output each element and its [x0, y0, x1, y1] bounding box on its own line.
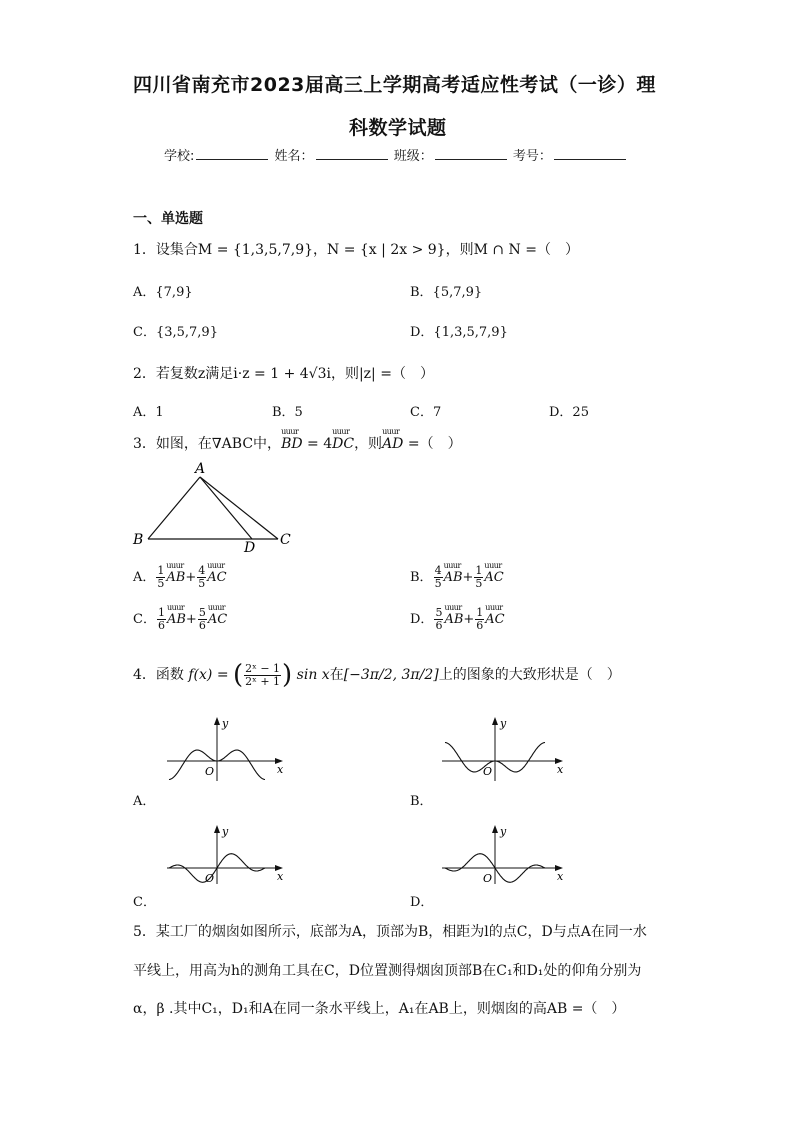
q3-d-vec-ac: uuur AC	[485, 612, 504, 627]
q3-b-vec-ac: uuur AC	[484, 570, 503, 585]
q3-b-coef1: $\frac{4}{5}$	[434, 564, 442, 590]
label-d: D	[244, 540, 256, 556]
y-axis-label: y	[500, 825, 507, 838]
question-5-line3: α，β .其中C₁，D₁和A在同一条水平线上，A₁在AB上，则烟囱的高AB =（ ）	[133, 1001, 626, 1017]
segment-ac	[200, 477, 278, 539]
q4-stem-prefix: 4．函数	[133, 667, 184, 683]
question-2-stem: 2．若复数z满足i·z = 1 + 4√3i，则|z| =（ ）	[133, 366, 434, 382]
section-heading: 一、单选题	[133, 211, 203, 227]
exam-no-label: 考号：	[512, 149, 552, 164]
q3-a-vec-ac: uuur AC	[207, 570, 226, 585]
x-axis-label: x	[557, 763, 564, 776]
name-blank	[316, 147, 388, 160]
q3-stem-then: ，则	[354, 436, 383, 452]
school-label: 学校:	[164, 149, 195, 164]
origin-label: O	[483, 765, 493, 778]
q4-graph-b	[440, 715, 565, 785]
segment-ab	[148, 477, 200, 539]
y-axis-arrow-icon	[492, 825, 498, 833]
q3-b-coef2: $\frac{1}{5}$	[475, 564, 483, 590]
name-label: 姓名：	[274, 149, 314, 164]
segment-ad	[200, 477, 252, 539]
q1-option-c: C．{3,5,7,9}	[133, 325, 218, 340]
question-3-stem	[133, 433, 462, 453]
q3-c-vec-ab: uuur AB	[167, 612, 186, 627]
question-5-line1: 5．某工厂的烟囱如图所示，底部为A，顶部为B，相距为l的点C，D与点A在同一水	[133, 924, 647, 940]
q3-a-vec-ab: uuur AB	[166, 570, 185, 585]
q1-option-b: B．{5,7,9}	[410, 285, 483, 300]
q4-graph-d	[440, 823, 565, 888]
q2-option-a: A．1	[133, 405, 164, 420]
q3-c-coef2: $\frac{5}{6}$	[198, 606, 206, 632]
q3-c-coef1: $\frac{1}{6}$	[157, 606, 165, 632]
q3-vector-dc: uuur DC	[332, 436, 354, 452]
q3-option-c: C． $\frac{1}{6}$ uuur AB+ $\frac{5}{6}$ uuur AC	[133, 607, 227, 632]
x-axis-label: x	[277, 763, 284, 776]
x-axis-label: x	[277, 870, 284, 883]
y-axis-label: y	[222, 825, 229, 838]
q3-option-a-letter: A．	[133, 570, 156, 585]
q3-stem-prefix: 3．如图，在∇ABC中，	[133, 436, 282, 452]
q3-vector-ad: uuur AD	[382, 436, 403, 452]
q3-d-coef2: $\frac{1}{6}$	[476, 606, 484, 632]
y-axis-arrow-icon	[214, 717, 220, 725]
question-4-stem: 4．函数 f(x) = ( $\frac{\text{2ˣ − 1}}{\text{2ˣ + 1}}$ ) sin x在[−3π/2, 3π/2]上的图象的大致形状是（ ）	[133, 660, 621, 690]
student-info-row	[164, 145, 628, 164]
q3-option-d: D． $\frac{5}{6}$ uuur AB+ $\frac{1}{6}$ uuur AC	[410, 607, 505, 632]
q4-option-c: C．	[133, 895, 156, 910]
y-axis-label: y	[222, 717, 229, 730]
q3-b-vec-ab: uuur AB	[444, 570, 463, 585]
q3-stem-eq: = 4	[302, 436, 333, 452]
q3-stem-end: =（ ）	[403, 436, 462, 452]
page-title-line1: 四川省南充市2023届高三上学期高考适应性考试（一诊）理	[133, 74, 656, 96]
q3-a-coef2: $\frac{4}{5}$	[198, 564, 206, 590]
q4-stem-in: 在	[329, 667, 344, 683]
q3-option-b: B． $\frac{4}{5}$ uuur AB+ $\frac{1}{5}$ uuur AC	[410, 565, 504, 590]
origin-label: O	[205, 872, 215, 885]
q4-option-d: D．	[410, 895, 434, 910]
q4-function: f(x) =	[188, 667, 229, 683]
q3-option-a: A． $\frac{1}{5}$ uuur AB+ $\frac{4}{5}$ uuur AC	[133, 565, 227, 590]
label-b: B	[133, 532, 144, 548]
q3-option-d-letter: D．	[410, 612, 434, 627]
class-blank	[435, 147, 507, 160]
question-1-stem: 1．设集合M = {1,3,5,7,9}，N = {x | 2x > 9}，则M ∩ N =（ ）	[133, 242, 579, 258]
q4-sin: sin x	[296, 667, 330, 683]
school-blank	[196, 147, 268, 160]
q4-graph-c	[165, 823, 285, 888]
q2-option-d: D．25	[549, 405, 589, 420]
q4-option-a: A．	[133, 794, 156, 809]
q4-option-b: B．	[410, 794, 433, 809]
q3-option-c-letter: C．	[133, 612, 156, 627]
y-axis-label: y	[500, 717, 507, 730]
origin-label: O	[205, 765, 215, 778]
q3-option-b-letter: B．	[410, 570, 433, 585]
x-axis-label: x	[557, 870, 564, 883]
exam-no-blank	[554, 147, 626, 160]
q4-graph-a	[165, 715, 285, 785]
q1-option-a: A．{7,9}	[133, 285, 193, 300]
q3-a-coef1: $\frac{1}{5}$	[157, 564, 165, 590]
question-5-line2: 平线上，用高为h的测角工具在C，D位置测得烟囱顶部B在C₁和D₁处的仰角分别为	[133, 963, 642, 979]
triangle-figure	[128, 458, 298, 558]
y-axis-arrow-icon	[214, 825, 220, 833]
q4-interval: [−3π/2, 3π/2]	[343, 667, 439, 683]
q3-c-vec-ac: uuur AC	[208, 612, 227, 627]
q3-vector-bd: uuur BD	[281, 436, 303, 452]
q1-option-d: D．{1,3,5,7,9}	[410, 325, 508, 340]
q2-option-c: C．7	[410, 405, 442, 420]
class-label: 班级：	[393, 149, 433, 164]
q3-d-vec-ab: uuur AB	[444, 612, 463, 627]
origin-label: O	[483, 872, 493, 885]
q2-option-b: B．5	[272, 405, 303, 420]
y-axis-arrow-icon	[492, 717, 498, 725]
page-title-line2: 科数学试题	[349, 117, 447, 139]
q4-fraction: $\frac{\text{2ˣ − 1}}{\text{2ˣ + 1}}$	[245, 661, 281, 688]
q3-d-coef1: $\frac{5}{6}$	[435, 606, 443, 632]
label-c: C	[280, 532, 291, 548]
q4-stem-end: 上的图象的大致形状是（ ）	[438, 667, 621, 683]
label-a: A	[195, 461, 206, 477]
